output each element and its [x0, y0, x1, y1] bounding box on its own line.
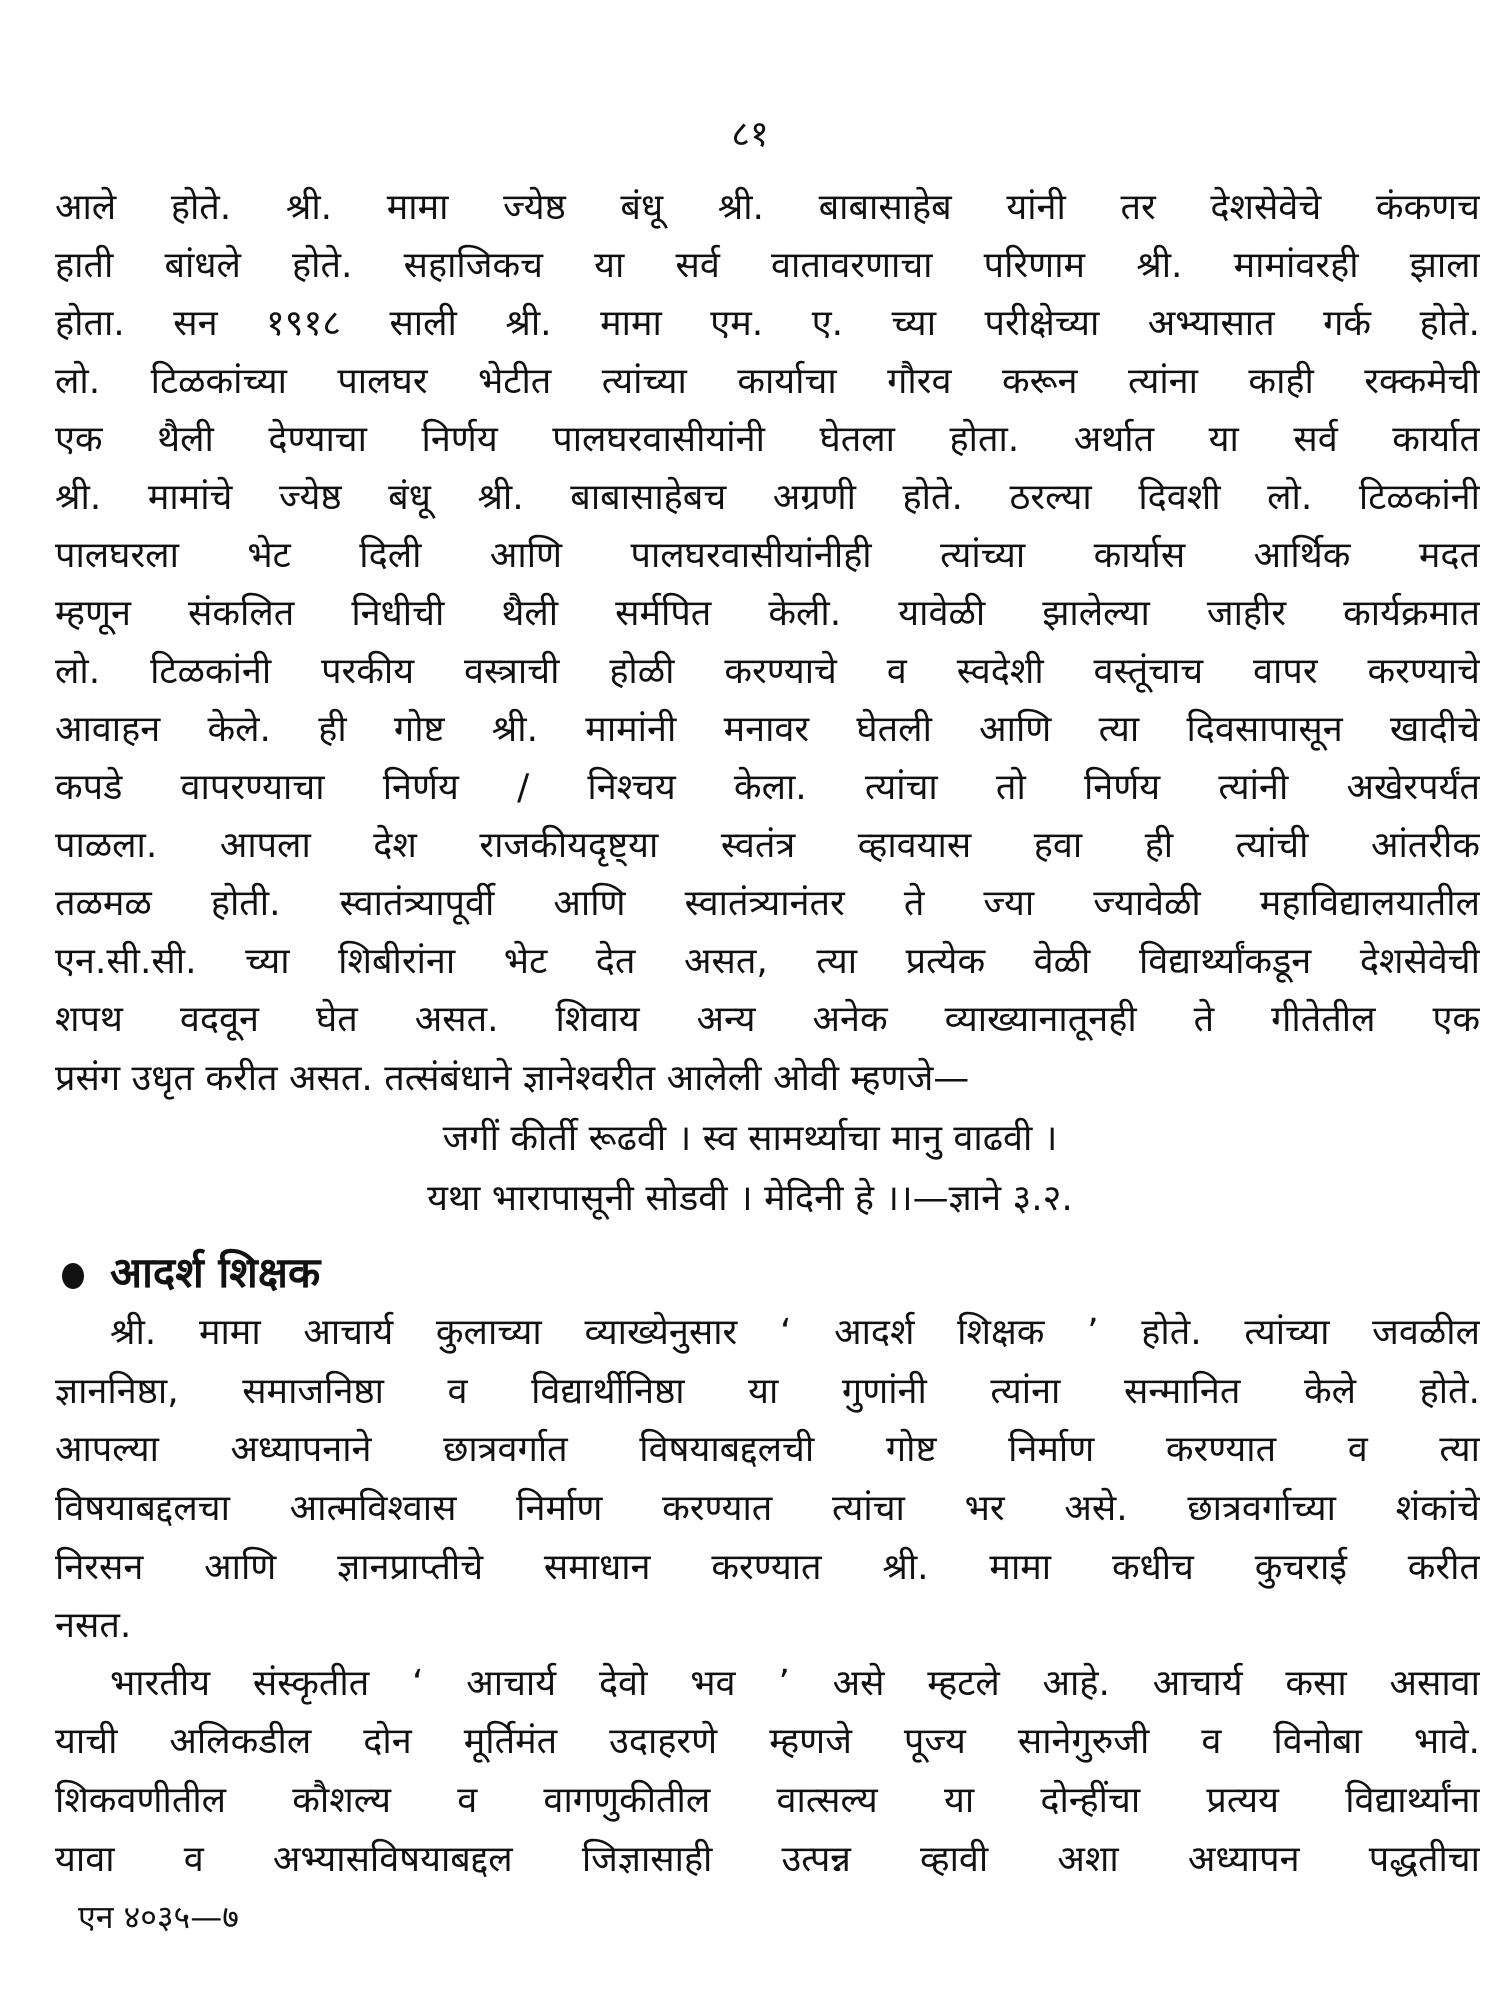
text-line: यावा व अभ्यासविषयाबद्दल जिज्ञासाही उत्पन्न व्हावी अशा अध्यापन पद्धतीचा — [55, 1839, 1480, 1880]
text-line: श्री. मामांचे ज्येष्ठ बंधू श्री. बाबासाहेबच अग्रणी होते. ठरल्या दिवशी लो. टिळकांनी — [55, 477, 1480, 518]
text-line: ज्ञाननिष्ठा, समाजनिष्ठा व विद्यार्थीनिष्ठा या गुणांनी त्यांना सन्मानित केले होते. — [55, 1371, 1480, 1412]
text-line: होता. सन १९१८ साली श्री. मामा एम. ए. च्या परीक्षेच्या अभ्यासात गर्क होते. — [55, 303, 1480, 344]
text-line: आले होते. श्री. मामा ज्येष्ठ बंधू श्री. बाबासाहेब यांनी तर देशसेवेचे कंकणच — [55, 187, 1480, 228]
text-line: लो. टिळकांच्या पालघर भेटीत त्यांच्या कार्याचा गौरव करून त्यांना काही रक्कमेची — [55, 361, 1480, 402]
heading-text: आदर्श शिक्षक — [110, 1248, 321, 1297]
text-line: श्री. मामा आचार्य कुलाच्या व्याख्येनुसार ‘ आदर्श शिक्षक ’ होते. त्यांच्या जवळील — [110, 1312, 1480, 1353]
text-line: हाती बांधले होते. सहाजिकच या सर्व वातावरणाचा परिणाम श्री. मामांवरही झाला — [55, 245, 1480, 286]
text-line: लो. टिळकांनी परकीय वस्त्राची होळी करण्याचे व स्वदेशी वस्तूंचाच वापर करण्याचे — [55, 651, 1480, 692]
text-line: एक थैली देण्याचा निर्णय पालघरवासीयांनी घेतला होता. अर्थात या सर्व कार्यात — [55, 419, 1480, 460]
text-line: पाळला. आपला देश राजकीयदृष्ट्या स्वतंत्र व्हावयास हवा ही त्यांची आंतरीक — [55, 825, 1480, 866]
bullet-icon — [62, 1263, 84, 1289]
text-line: आपल्या अध्यापनाने छात्रवर्गात विषयाबद्दलची गोष्ट निर्माण करण्यात व त्या — [55, 1429, 1480, 1470]
text-line: विषयाबद्दलचा आत्मविश्वास निर्माण करण्यात त्यांचा भर असे. छात्रवर्गाच्या शंकांचे — [55, 1488, 1480, 1529]
footer-code: एन ४०३५—७ — [78, 1898, 239, 1936]
text-line: निरसन आणि ज्ञानप्राप्तीचे समाधान करण्यात श्री. मामा कधीच कुचराई करीत — [55, 1547, 1480, 1588]
text-line: प्रसंग उधृत करीत असत. तत्संबंधाने ज्ञानेश्वरीत आलेली ओवी म्हणजे— — [55, 1058, 970, 1099]
section-heading — [62, 1243, 320, 1303]
text-line: पालघरला भेट दिली आणि पालघरवासीयांनीही त्यांच्या कार्यास आर्थिक मदत — [55, 535, 1480, 576]
text-line: तळमळ होती. स्वातंत्र्यापूर्वी आणि स्वातंत्र्यानंतर ते ज्या ज्यावेळी महाविद्यालयातील — [55, 883, 1480, 924]
text-line: भारतीय संस्कृतीत ‘ आचार्य देवो भव ’ असे म्हटले आहे. आचार्य कसा असावा — [110, 1663, 1480, 1704]
verse-line: यथा भारापासूनी सोडवी । मेदिनी हे ।।—ज्ञाने ३.२. — [427, 1178, 1073, 1219]
page-number: ८१ — [731, 114, 769, 155]
text-line: शिकवणीतील कौशल्य व वागणुकीतील वात्सल्य या दोन्हींचा प्रत्यय विद्यार्थ्यांना — [55, 1780, 1480, 1821]
text-line: कपडे वापरण्याचा निर्णय / निश्चय केला. त्यांचा तो निर्णय त्यांनी अखेरपर्यंत — [55, 767, 1480, 808]
text-line: शपथ वदवून घेत असत. शिवाय अन्य अनेक व्याख्यानातूनही ते गीतेतील एक — [55, 999, 1480, 1040]
text-line: म्हणून संकलित निधीची थैली सर्मपित केली. यावेळी झालेल्या जाहीर कार्यक्रमात — [55, 593, 1480, 634]
text-line: एन.सी.सी. च्या शिबीरांना भेट देत असत, त्या प्रत्येक वेळी विद्यार्थ्यांकडून देशसेवेची — [55, 941, 1480, 982]
text-line: याची अलिकडील दोन मूर्तिमंत उदाहरणे म्हणजे पूज्य सानेगुरुजी व विनोबा भावे. — [55, 1721, 1480, 1762]
text-line: नसत. — [55, 1605, 132, 1646]
text-line: आवाहन केले. ही गोष्ट श्री. मामांनी मनावर घेतली आणि त्या दिवसापासून खादीचे — [55, 709, 1480, 750]
verse-line: जगीं कीर्ती रूढवी । स्व सामर्थ्याचा मानु वाढवी । — [442, 1118, 1058, 1159]
